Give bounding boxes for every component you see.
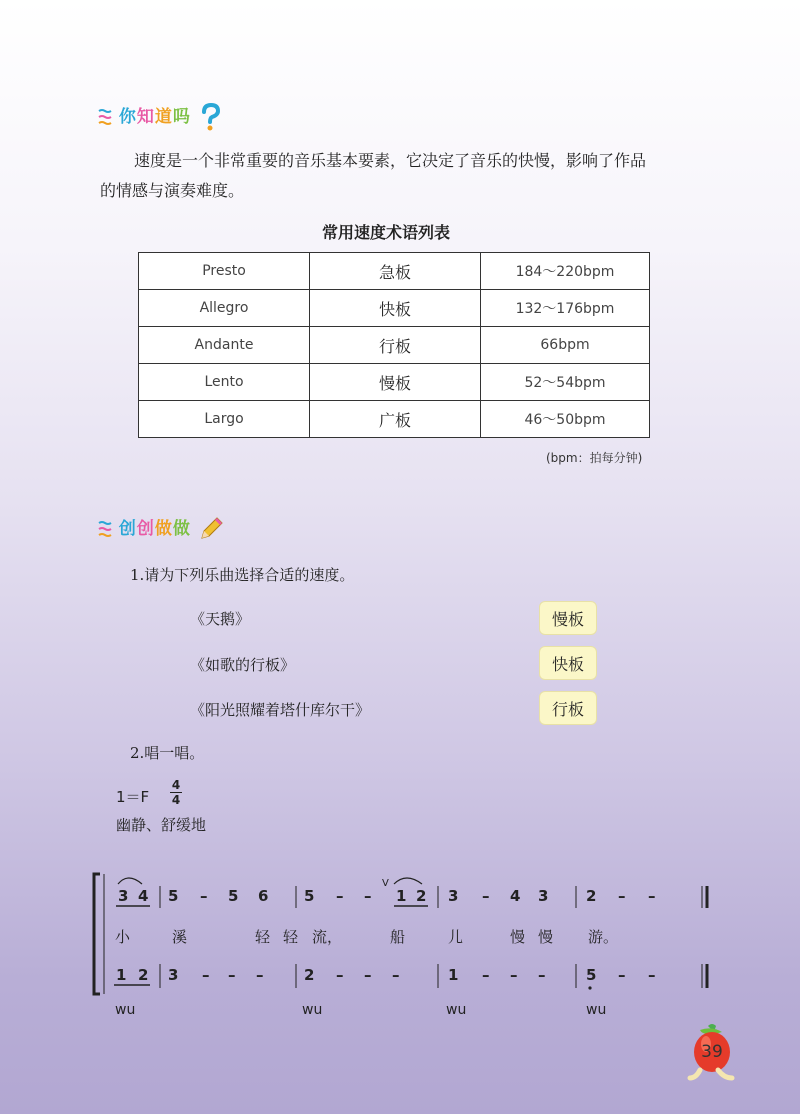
svg-text:–: – [202,966,210,984]
svg-text:V: V [382,878,389,889]
cn-cell: 快板 [310,290,481,327]
svg-text:–: – [538,966,546,984]
svg-text:2: 2 [304,966,315,984]
question-1-prompt: 1.请为下列乐曲选择合适的速度。 [130,566,355,584]
mood-marking: 幽静、舒缓地 [116,816,207,834]
svg-text:–: – [648,966,656,984]
lyric: 慢 [538,928,554,946]
lyric: 慢 [510,928,526,946]
svg-text:–: – [336,966,344,984]
slur [118,878,142,884]
bpm-cell: 46～50bpm [481,401,650,438]
svg-text:2: 2 [138,966,149,984]
title-char: 道 [154,107,173,127]
title-char: 你 [118,107,137,127]
question-mark-icon [198,103,222,131]
low-octave-dot [588,986,591,989]
intro-line-1: 速度是一个非常重要的音乐基本要素，它决定了音乐的快慢，影响了作品 [134,151,647,170]
table-row [139,401,650,438]
tempo-option-slow[interactable]: 慢板 [539,601,597,635]
svg-text:5: 5 [228,887,239,905]
wave-lines-icon [98,107,112,127]
cn-cell: 广板 [310,401,481,438]
song-title: 《如歌的行板》 [190,656,296,674]
cn-cell: 慢板 [310,364,481,401]
title-char: 吗 [172,107,191,127]
time-signature [170,778,182,807]
bpm-cell: 66bpm [481,327,650,364]
svg-text:5: 5 [586,966,597,984]
wave-lines-icon [98,519,112,539]
bpm-cell: 52～54bpm [481,364,650,401]
section-title-did-you-know [98,102,222,131]
lyric: 轻 [255,928,271,946]
table-caption: 常用速度术语列表 [322,223,451,242]
term-cell: Allegro [139,290,310,327]
table-row [139,290,650,327]
lyric: 流， [312,928,343,946]
lyric: wu [586,1002,607,1018]
tempo-option-walking[interactable]: 行板 [539,691,597,725]
svg-text:–: – [228,966,236,984]
title-char: 做 [172,519,191,539]
svg-text:1: 1 [116,966,127,984]
term-cell: Lento [139,364,310,401]
title-char: 做 [154,519,173,539]
svg-text:–: – [336,887,344,905]
score-row-2 [114,964,707,990]
svg-text:2: 2 [416,887,427,905]
lyric: wu [115,1002,136,1018]
tempo-option-fast[interactable]: 快板 [539,646,597,680]
svg-text:–: – [618,887,626,905]
lyric: wu [446,1002,467,1018]
table-row [139,364,650,401]
lyric: 轻 [283,928,299,946]
svg-text:1: 1 [448,966,459,984]
score-row-1 [116,878,707,908]
bpm-cell: 132～176bpm [481,290,650,327]
svg-text:–: – [200,887,208,905]
page-number: 39 [701,1042,723,1062]
svg-text:5: 5 [304,887,315,905]
svg-text:3: 3 [448,887,459,905]
key-signature: 1＝F [116,788,150,806]
svg-text:–: – [256,966,264,984]
lyric: 小 [115,928,131,946]
svg-text:–: – [510,966,518,984]
tempo-terms-table [138,252,650,438]
svg-text:2: 2 [586,887,597,905]
time-signature-bottom: 4 [171,793,181,807]
table-row [139,327,650,364]
lyric: 船 [390,928,406,946]
lyric: wu [302,1002,323,1018]
term-cell: Largo [139,401,310,438]
lyric: 游。 [588,928,619,946]
term-cell: Andante [139,327,310,364]
svg-text:3: 3 [538,887,549,905]
svg-text:3: 3 [118,887,129,905]
term-cell: Presto [139,253,310,290]
svg-text:–: – [364,887,372,905]
svg-text:–: – [648,887,656,905]
svg-text:1: 1 [396,887,407,905]
bpm-cell: 184～220bpm [481,253,650,290]
pencil-icon [198,516,224,542]
song-title: 《天鹅》 [190,610,251,628]
lyrics-row-1 [0,926,800,946]
svg-text:4: 4 [138,887,149,905]
title-char: 知 [136,107,155,127]
table-row [139,253,650,290]
cn-cell: 急板 [310,253,481,290]
section-title-create [98,514,224,542]
svg-text:4: 4 [510,887,521,905]
svg-text:–: – [482,887,490,905]
question-2-prompt: 2.唱一唱。 [130,744,205,762]
svg-text:–: – [618,966,626,984]
svg-text:6: 6 [258,887,269,905]
title-char: 创 [118,519,137,539]
lyric: 溪 [172,928,188,946]
cn-cell: 行板 [310,327,481,364]
bpm-note: (bpm：拍每分钟) [546,451,643,465]
svg-text:–: – [482,966,490,984]
svg-text:5: 5 [168,887,179,905]
svg-text:–: – [392,966,400,984]
time-signature-top: 4 [171,778,181,792]
page-number-badge [678,1020,742,1084]
svg-text:3: 3 [168,966,179,984]
svg-text:–: – [364,966,372,984]
slur [394,878,422,884]
song-title: 《阳光照耀着塔什库尔干》 [190,701,371,719]
lyric: 儿 [448,928,464,946]
lyrics-row-2 [0,1002,800,1022]
intro-line-2: 的情感与演奏难度。 [100,181,245,200]
title-char: 创 [136,519,155,539]
